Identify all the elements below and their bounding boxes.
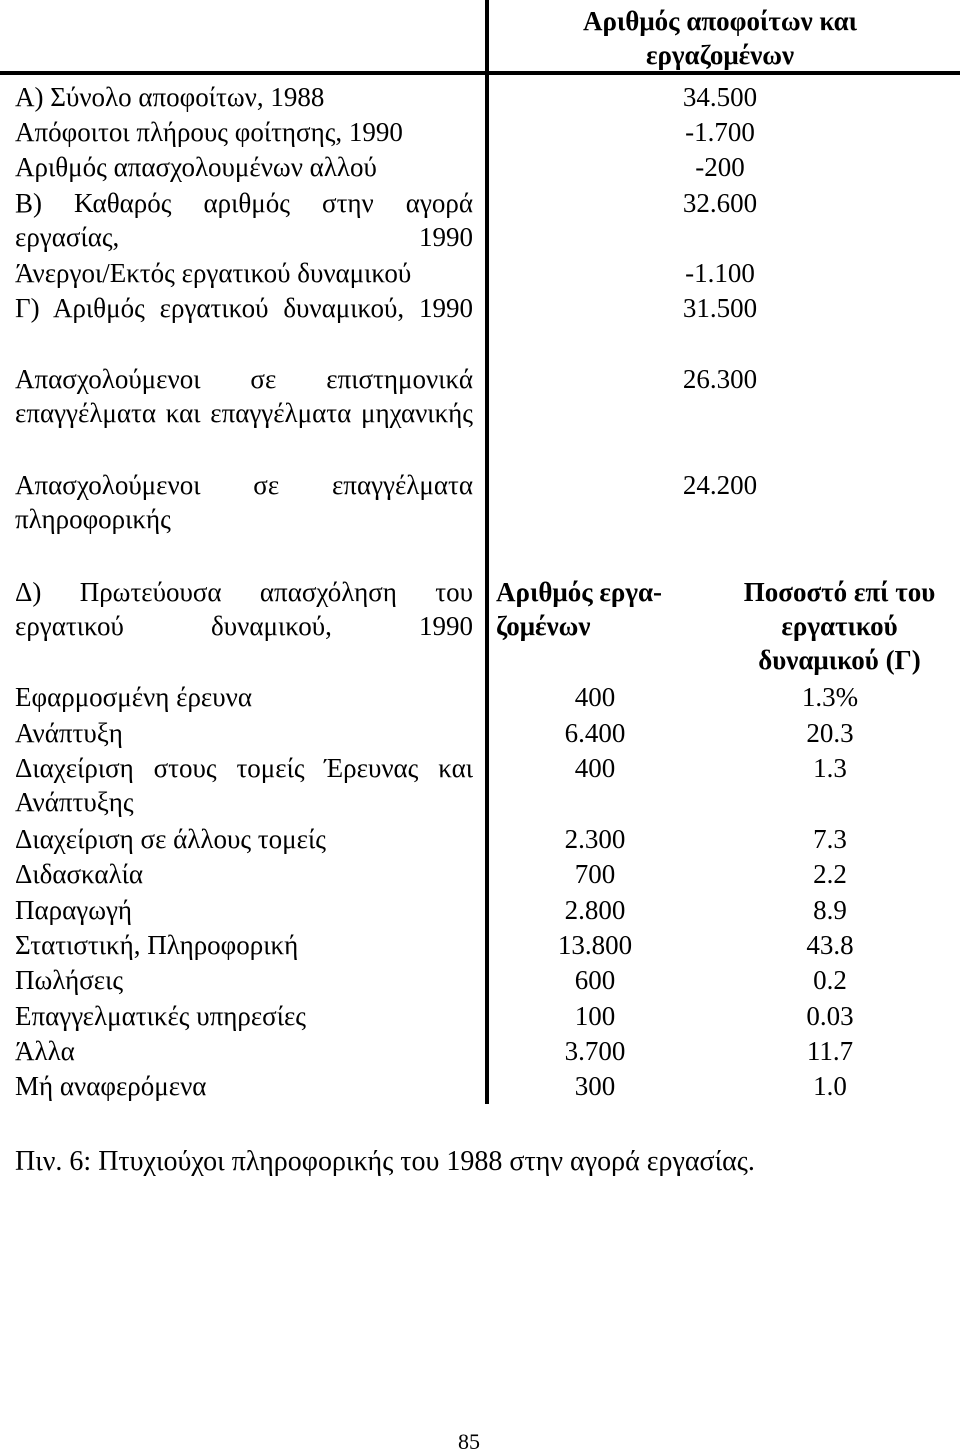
table-row-percent: 0.2	[813, 965, 847, 995]
table-row-percent: 1.3	[813, 753, 847, 783]
table-row-label: Α) Σύνολο αποφοίτων, 1988	[15, 82, 325, 112]
table-row-label: Εφαρμοσμένη έρευνα	[15, 682, 252, 712]
section-d-label: Δ) Πρωτεύουσα απασχόληση του εργατικού δυναμικού, 1990	[15, 577, 473, 641]
table-row-employed: 3.700	[564, 1036, 626, 1066]
table-row-label: Απόφοιτοι πλήρους φοίτησης, 1990	[15, 117, 403, 147]
table-row-employed: 100	[574, 1001, 616, 1031]
page-number: 85	[458, 1429, 480, 1454]
table-row-label: Διαχείριση στους τομείς Έρευνας και Ανάπτυξης	[15, 753, 473, 817]
table-row-percent: 43.8	[806, 930, 854, 960]
table-row-value: -1.700	[685, 117, 755, 147]
table-row-label: Διαχείριση σε άλλους τομείς	[15, 824, 326, 854]
table-row-employed: 300	[574, 1071, 616, 1101]
table-row-value: 26.300	[682, 364, 758, 394]
table-caption: Πιν. 6: Πτυχιούχοι πληροφορικής του 1988 στην αγορά εργασίας.	[15, 1146, 755, 1177]
table-row-label: Ανάπτυξη	[15, 718, 123, 748]
table-row-value: -1.100	[685, 258, 755, 288]
table-row-percent: 20.3	[806, 718, 854, 748]
table-row-label: Διδασκαλία	[15, 859, 144, 889]
table-row-percent: 1.0	[813, 1071, 847, 1101]
table-row-value: 34.500	[682, 82, 758, 112]
table-row-value: -200	[695, 152, 745, 182]
column-header-employed: Αριθμός εργα-ζομένων	[496, 577, 663, 641]
table-row-employed: 600	[574, 965, 616, 995]
table-row-percent: 2.2	[813, 859, 847, 889]
table-row-employed: 700	[574, 859, 616, 889]
table-row-value: 32.600	[682, 188, 758, 218]
table-row-percent: 0.03	[806, 1001, 854, 1031]
table-row-employed: 400	[574, 682, 616, 712]
column-header-graduates: Αριθμός αποφοίτων και εργαζομένων	[582, 6, 858, 70]
table-row-label: Πωλήσεις	[15, 965, 124, 995]
table-row-label: Άνεργοι/Εκτός εργατικού δυναμικού	[15, 258, 412, 288]
table-row-employed: 2.300	[564, 824, 626, 854]
table-row-percent: 7.3	[813, 824, 847, 854]
table-vertical-rule	[485, 0, 489, 1104]
table-row-value: 24.200	[682, 470, 758, 500]
table-row-percent: 8.9	[813, 895, 847, 925]
column-header-percent: Ποσοστό επί του εργατικού δυναμικού (Γ)	[743, 577, 936, 675]
table-row-label: Παραγωγή	[15, 895, 133, 925]
table-row-percent: 1.3%	[801, 682, 859, 712]
table-row-label: Γ) Αριθμός εργατικού δυναμικού, 1990	[15, 293, 473, 323]
table-row-value: 31.500	[682, 293, 758, 323]
table-row-label: Απασχολούμενοι σε επιστημονικά επαγγέλματα και επαγγέλματα μηχανικής	[15, 364, 473, 428]
table-row-label: Άλλα	[15, 1036, 75, 1066]
table-row-employed: 13.800	[557, 930, 633, 960]
table-row-employed: 400	[574, 753, 616, 783]
table-row-employed: 6.400	[564, 718, 626, 748]
table-row-employed: 2.800	[564, 895, 626, 925]
table-row-label: Στατιστική, Πληροφορική	[15, 930, 299, 960]
table-row-percent: 11.7	[806, 1036, 854, 1066]
table-row-label: Μή αναφερόμενα	[15, 1071, 207, 1101]
table-row-label: Β) Καθαρός αριθμός στην αγορά εργασίας, 1990	[15, 188, 473, 252]
table-row-label: Επαγγελματικές υπηρεσίες	[15, 1001, 307, 1031]
table-row-label: Απασχολούμενοι σε επαγγέλματα πληροφορικής	[15, 470, 473, 534]
table-row-label: Αριθμός απασχολουμένων αλλού	[15, 152, 377, 182]
